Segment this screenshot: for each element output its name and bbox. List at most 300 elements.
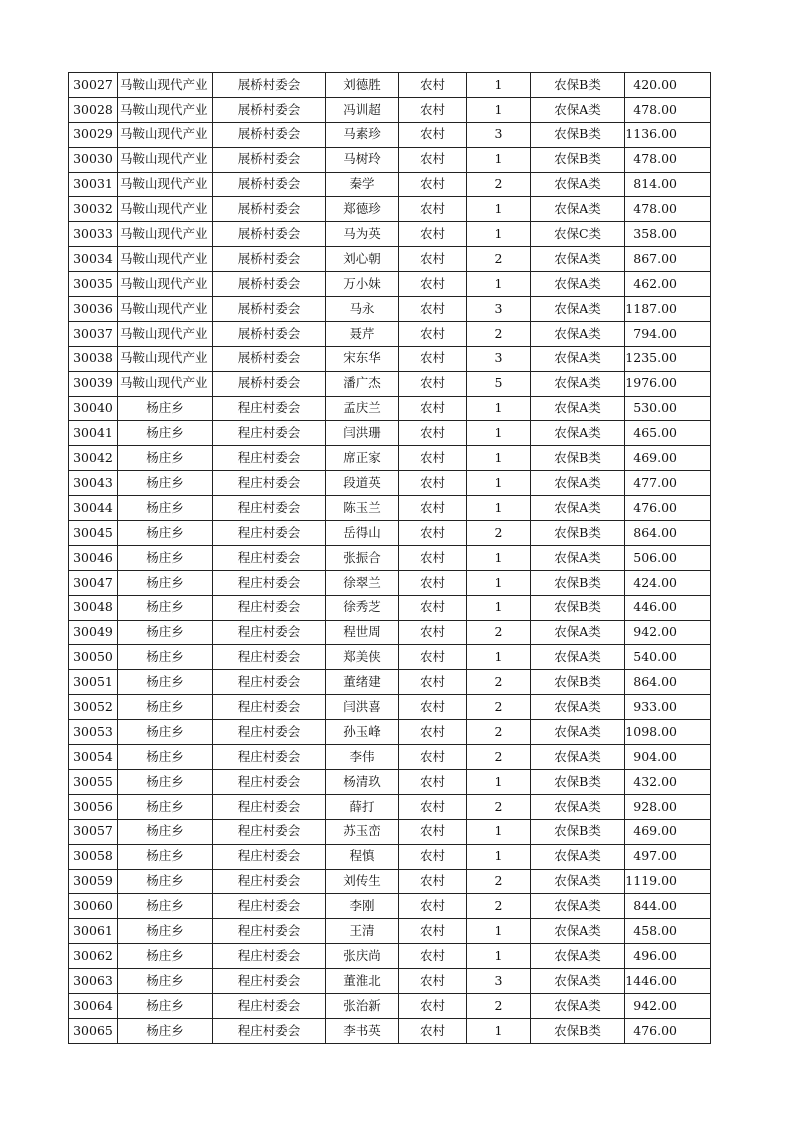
household-count-cell: 2 <box>467 172 531 197</box>
area-type-cell: 农村 <box>399 1018 467 1043</box>
village-committee-cell: 展桥村委会 <box>213 346 326 371</box>
village-committee-cell: 程庄村委会 <box>213 794 326 819</box>
table-row <box>69 794 711 819</box>
person-name-cell: 孟庆兰 <box>326 396 399 421</box>
amount-cell: 465.00 <box>625 421 711 446</box>
record-id-cell: 30043 <box>69 471 118 496</box>
town-cell: 杨庄乡 <box>118 695 213 720</box>
village-committee-cell: 程庄村委会 <box>213 595 326 620</box>
record-id-cell: 30060 <box>69 894 118 919</box>
record-id-cell: 30048 <box>69 595 118 620</box>
amount-cell: 506.00 <box>625 545 711 570</box>
household-count-cell: 2 <box>467 670 531 695</box>
amount-cell: 530.00 <box>625 396 711 421</box>
village-committee-cell: 展桥村委会 <box>213 147 326 172</box>
town-cell: 马鞍山现代产业 <box>118 247 213 272</box>
record-id-cell: 30039 <box>69 371 118 396</box>
area-type-cell: 农村 <box>399 819 467 844</box>
household-count-cell: 2 <box>467 869 531 894</box>
record-id-cell: 30045 <box>69 521 118 546</box>
insurance-category-cell: 农保B类 <box>531 1018 625 1043</box>
town-cell: 杨庄乡 <box>118 745 213 770</box>
person-name-cell: 万小妹 <box>326 272 399 297</box>
insurance-category-cell: 农保A类 <box>531 371 625 396</box>
household-count-cell: 2 <box>467 620 531 645</box>
area-type-cell: 农村 <box>399 720 467 745</box>
table-row <box>69 471 711 496</box>
household-count-cell: 1 <box>467 421 531 446</box>
town-cell: 杨庄乡 <box>118 421 213 446</box>
amount-cell: 540.00 <box>625 645 711 670</box>
town-cell: 马鞍山现代产业 <box>118 272 213 297</box>
household-count-cell: 1 <box>467 197 531 222</box>
village-committee-cell: 程庄村委会 <box>213 919 326 944</box>
insurance-category-cell: 农保A类 <box>531 720 625 745</box>
household-count-cell: 5 <box>467 371 531 396</box>
household-count-cell: 1 <box>467 496 531 521</box>
table-row <box>69 371 711 396</box>
insurance-category-cell: 农保A类 <box>531 97 625 122</box>
amount-cell: 478.00 <box>625 97 711 122</box>
person-name-cell: 董绪建 <box>326 670 399 695</box>
table-row <box>69 993 711 1018</box>
insurance-category-cell: 农保A类 <box>531 545 625 570</box>
town-cell: 杨庄乡 <box>118 769 213 794</box>
table-row <box>69 521 711 546</box>
village-committee-cell: 程庄村委会 <box>213 819 326 844</box>
village-committee-cell: 展桥村委会 <box>213 371 326 396</box>
person-name-cell: 程慎 <box>326 844 399 869</box>
household-count-cell: 3 <box>467 122 531 147</box>
person-name-cell: 陈玉兰 <box>326 496 399 521</box>
table-row <box>69 944 711 969</box>
insurance-category-cell: 农保B类 <box>531 73 625 98</box>
household-count-cell: 3 <box>467 346 531 371</box>
insurance-category-cell: 农保A类 <box>531 471 625 496</box>
household-count-cell: 1 <box>467 769 531 794</box>
area-type-cell: 农村 <box>399 620 467 645</box>
record-id-cell: 30035 <box>69 272 118 297</box>
household-count-cell: 1 <box>467 471 531 496</box>
town-cell: 杨庄乡 <box>118 969 213 994</box>
table-row <box>69 769 711 794</box>
amount-cell: 1976.00 <box>625 371 711 396</box>
table-row <box>69 247 711 272</box>
record-id-cell: 30059 <box>69 869 118 894</box>
area-type-cell: 农村 <box>399 346 467 371</box>
record-id-cell: 30030 <box>69 147 118 172</box>
village-committee-cell: 展桥村委会 <box>213 297 326 322</box>
household-count-cell: 1 <box>467 819 531 844</box>
person-name-cell: 潘广杰 <box>326 371 399 396</box>
village-committee-cell: 展桥村委会 <box>213 97 326 122</box>
area-type-cell: 农村 <box>399 545 467 570</box>
area-type-cell: 农村 <box>399 297 467 322</box>
amount-cell: 1119.00 <box>625 869 711 894</box>
area-type-cell: 农村 <box>399 247 467 272</box>
amount-cell: 933.00 <box>625 695 711 720</box>
insurance-category-cell: 农保A类 <box>531 496 625 521</box>
insurance-category-cell: 农保A类 <box>531 620 625 645</box>
area-type-cell: 农村 <box>399 695 467 720</box>
record-id-cell: 30063 <box>69 969 118 994</box>
town-cell: 马鞍山现代产业 <box>118 371 213 396</box>
town-cell: 杨庄乡 <box>118 993 213 1018</box>
table-row <box>69 147 711 172</box>
area-type-cell: 农村 <box>399 471 467 496</box>
town-cell: 杨庄乡 <box>118 869 213 894</box>
record-id-cell: 30061 <box>69 919 118 944</box>
table-row <box>69 720 711 745</box>
table-row <box>69 122 711 147</box>
insurance-category-cell: 农保A类 <box>531 321 625 346</box>
table-row <box>69 321 711 346</box>
insurance-category-cell: 农保A类 <box>531 346 625 371</box>
insurance-category-cell: 农保B类 <box>531 521 625 546</box>
area-type-cell: 农村 <box>399 869 467 894</box>
record-id-cell: 30058 <box>69 844 118 869</box>
person-name-cell: 段道英 <box>326 471 399 496</box>
village-committee-cell: 展桥村委会 <box>213 122 326 147</box>
person-name-cell: 杨清玖 <box>326 769 399 794</box>
person-name-cell: 徐翠兰 <box>326 570 399 595</box>
insurance-category-cell: 农保A类 <box>531 993 625 1018</box>
table-row <box>69 421 711 446</box>
village-committee-cell: 程庄村委会 <box>213 496 326 521</box>
village-committee-cell: 展桥村委会 <box>213 73 326 98</box>
area-type-cell: 农村 <box>399 396 467 421</box>
area-type-cell: 农村 <box>399 122 467 147</box>
table-row <box>69 844 711 869</box>
table-row <box>69 670 711 695</box>
insurance-category-cell: 农保A类 <box>531 421 625 446</box>
amount-cell: 794.00 <box>625 321 711 346</box>
person-name-cell: 岳得山 <box>326 521 399 546</box>
household-count-cell: 3 <box>467 297 531 322</box>
town-cell: 杨庄乡 <box>118 1018 213 1043</box>
table-row <box>69 645 711 670</box>
town-cell: 杨庄乡 <box>118 894 213 919</box>
person-name-cell: 张庆尚 <box>326 944 399 969</box>
household-count-cell: 3 <box>467 969 531 994</box>
insurance-category-cell: 农保B类 <box>531 122 625 147</box>
person-name-cell: 徐秀芝 <box>326 595 399 620</box>
area-type-cell: 农村 <box>399 73 467 98</box>
village-committee-cell: 程庄村委会 <box>213 720 326 745</box>
area-type-cell: 农村 <box>399 197 467 222</box>
person-name-cell: 冯训超 <box>326 97 399 122</box>
table-row <box>69 595 711 620</box>
record-id-cell: 30062 <box>69 944 118 969</box>
record-id-cell: 30041 <box>69 421 118 446</box>
village-committee-cell: 程庄村委会 <box>213 1018 326 1043</box>
insurance-category-cell: 农保A类 <box>531 396 625 421</box>
village-committee-cell: 程庄村委会 <box>213 869 326 894</box>
area-type-cell: 农村 <box>399 993 467 1018</box>
table-row <box>69 297 711 322</box>
town-cell: 杨庄乡 <box>118 720 213 745</box>
person-name-cell: 李刚 <box>326 894 399 919</box>
insurance-category-cell: 农保B类 <box>531 595 625 620</box>
table-row <box>69 272 711 297</box>
town-cell: 杨庄乡 <box>118 595 213 620</box>
record-id-cell: 30054 <box>69 745 118 770</box>
town-cell: 马鞍山现代产业 <box>118 222 213 247</box>
town-cell: 杨庄乡 <box>118 496 213 521</box>
village-committee-cell: 程庄村委会 <box>213 993 326 1018</box>
insurance-category-cell: 农保A类 <box>531 944 625 969</box>
household-count-cell: 2 <box>467 794 531 819</box>
record-id-cell: 30064 <box>69 993 118 1018</box>
area-type-cell: 农村 <box>399 570 467 595</box>
person-name-cell: 刘心朝 <box>326 247 399 272</box>
insurance-category-cell: 农保B类 <box>531 670 625 695</box>
insurance-category-cell: 农保B类 <box>531 446 625 471</box>
table-row <box>69 919 711 944</box>
record-id-cell: 30042 <box>69 446 118 471</box>
town-cell: 马鞍山现代产业 <box>118 122 213 147</box>
amount-cell: 1235.00 <box>625 346 711 371</box>
town-cell: 马鞍山现代产业 <box>118 297 213 322</box>
table-row <box>69 496 711 521</box>
village-committee-cell: 展桥村委会 <box>213 321 326 346</box>
area-type-cell: 农村 <box>399 446 467 471</box>
amount-cell: 476.00 <box>625 496 711 521</box>
area-type-cell: 农村 <box>399 222 467 247</box>
table-body <box>69 73 711 1044</box>
area-type-cell: 农村 <box>399 521 467 546</box>
record-id-cell: 30029 <box>69 122 118 147</box>
town-cell: 马鞍山现代产业 <box>118 346 213 371</box>
household-count-cell: 2 <box>467 321 531 346</box>
area-type-cell: 农村 <box>399 595 467 620</box>
insurance-category-cell: 农保A类 <box>531 645 625 670</box>
person-name-cell: 席正家 <box>326 446 399 471</box>
town-cell: 杨庄乡 <box>118 471 213 496</box>
amount-cell: 904.00 <box>625 745 711 770</box>
record-id-cell: 30056 <box>69 794 118 819</box>
record-id-cell: 30038 <box>69 346 118 371</box>
town-cell: 马鞍山现代产业 <box>118 97 213 122</box>
area-type-cell: 农村 <box>399 769 467 794</box>
person-name-cell: 郑德珍 <box>326 197 399 222</box>
record-id-cell: 30027 <box>69 73 118 98</box>
record-id-cell: 30057 <box>69 819 118 844</box>
household-count-cell: 2 <box>467 720 531 745</box>
village-committee-cell: 程庄村委会 <box>213 645 326 670</box>
record-id-cell: 30032 <box>69 197 118 222</box>
table-row <box>69 819 711 844</box>
village-committee-cell: 展桥村委会 <box>213 272 326 297</box>
table-row <box>69 346 711 371</box>
table-row <box>69 695 711 720</box>
area-type-cell: 农村 <box>399 172 467 197</box>
household-count-cell: 1 <box>467 222 531 247</box>
town-cell: 杨庄乡 <box>118 645 213 670</box>
amount-cell: 1098.00 <box>625 720 711 745</box>
data-table <box>68 72 711 1044</box>
amount-cell: 867.00 <box>625 247 711 272</box>
town-cell: 马鞍山现代产业 <box>118 147 213 172</box>
record-id-cell: 30047 <box>69 570 118 595</box>
household-count-cell: 2 <box>467 695 531 720</box>
record-id-cell: 30040 <box>69 396 118 421</box>
person-name-cell: 刘德胜 <box>326 73 399 98</box>
person-name-cell: 秦学 <box>326 172 399 197</box>
town-cell: 杨庄乡 <box>118 620 213 645</box>
village-committee-cell: 程庄村委会 <box>213 446 326 471</box>
town-cell: 马鞍山现代产业 <box>118 321 213 346</box>
record-id-cell: 30046 <box>69 545 118 570</box>
household-count-cell: 1 <box>467 1018 531 1043</box>
insurance-category-cell: 农保A类 <box>531 247 625 272</box>
area-type-cell: 农村 <box>399 919 467 944</box>
person-name-cell: 孙玉峰 <box>326 720 399 745</box>
record-id-cell: 30052 <box>69 695 118 720</box>
record-id-cell: 30065 <box>69 1018 118 1043</box>
amount-cell: 469.00 <box>625 446 711 471</box>
town-cell: 杨庄乡 <box>118 396 213 421</box>
village-committee-cell: 展桥村委会 <box>213 197 326 222</box>
household-count-cell: 1 <box>467 570 531 595</box>
household-count-cell: 1 <box>467 272 531 297</box>
area-type-cell: 农村 <box>399 645 467 670</box>
town-cell: 马鞍山现代产业 <box>118 172 213 197</box>
person-name-cell: 张治新 <box>326 993 399 1018</box>
record-id-cell: 30051 <box>69 670 118 695</box>
insurance-category-cell: 农保B类 <box>531 769 625 794</box>
town-cell: 杨庄乡 <box>118 944 213 969</box>
insurance-category-cell: 农保B类 <box>531 147 625 172</box>
area-type-cell: 农村 <box>399 745 467 770</box>
table-row <box>69 1018 711 1043</box>
village-committee-cell: 程庄村委会 <box>213 570 326 595</box>
amount-cell: 1446.00 <box>625 969 711 994</box>
insurance-category-cell: 农保B类 <box>531 570 625 595</box>
household-count-cell: 1 <box>467 396 531 421</box>
table-row <box>69 222 711 247</box>
village-committee-cell: 程庄村委会 <box>213 894 326 919</box>
village-committee-cell: 程庄村委会 <box>213 844 326 869</box>
amount-cell: 496.00 <box>625 944 711 969</box>
record-id-cell: 30036 <box>69 297 118 322</box>
village-committee-cell: 展桥村委会 <box>213 172 326 197</box>
table-row <box>69 894 711 919</box>
area-type-cell: 农村 <box>399 496 467 521</box>
person-name-cell: 李书英 <box>326 1018 399 1043</box>
record-id-cell: 30049 <box>69 620 118 645</box>
insurance-category-cell: 农保A类 <box>531 894 625 919</box>
amount-cell: 928.00 <box>625 794 711 819</box>
insurance-category-cell: 农保A类 <box>531 197 625 222</box>
amount-cell: 864.00 <box>625 521 711 546</box>
amount-cell: 478.00 <box>625 147 711 172</box>
table-row <box>69 396 711 421</box>
area-type-cell: 农村 <box>399 894 467 919</box>
town-cell: 杨庄乡 <box>118 844 213 869</box>
table-row <box>69 545 711 570</box>
amount-cell: 942.00 <box>625 993 711 1018</box>
area-type-cell: 农村 <box>399 272 467 297</box>
insurance-category-cell: 农保C类 <box>531 222 625 247</box>
town-cell: 杨庄乡 <box>118 670 213 695</box>
town-cell: 马鞍山现代产业 <box>118 197 213 222</box>
person-name-cell: 聂芹 <box>326 321 399 346</box>
insurance-category-cell: 农保A类 <box>531 844 625 869</box>
area-type-cell: 农村 <box>399 97 467 122</box>
insurance-category-cell: 农保A类 <box>531 745 625 770</box>
table-row <box>69 73 711 98</box>
table-row <box>69 969 711 994</box>
town-cell: 杨庄乡 <box>118 545 213 570</box>
amount-cell: 1136.00 <box>625 122 711 147</box>
area-type-cell: 农村 <box>399 944 467 969</box>
town-cell: 杨庄乡 <box>118 919 213 944</box>
amount-cell: 476.00 <box>625 1018 711 1043</box>
town-cell: 杨庄乡 <box>118 794 213 819</box>
table-row <box>69 570 711 595</box>
amount-cell: 462.00 <box>625 272 711 297</box>
amount-cell: 420.00 <box>625 73 711 98</box>
table-row <box>69 745 711 770</box>
table-row <box>69 97 711 122</box>
village-committee-cell: 展桥村委会 <box>213 247 326 272</box>
record-id-cell: 30050 <box>69 645 118 670</box>
household-count-cell: 1 <box>467 944 531 969</box>
person-name-cell: 李伟 <box>326 745 399 770</box>
person-name-cell: 程世周 <box>326 620 399 645</box>
amount-cell: 424.00 <box>625 570 711 595</box>
record-id-cell: 30028 <box>69 97 118 122</box>
area-type-cell: 农村 <box>399 670 467 695</box>
record-id-cell: 30044 <box>69 496 118 521</box>
amount-cell: 432.00 <box>625 769 711 794</box>
amount-cell: 844.00 <box>625 894 711 919</box>
person-name-cell: 苏玉峦 <box>326 819 399 844</box>
village-committee-cell: 程庄村委会 <box>213 396 326 421</box>
village-committee-cell: 程庄村委会 <box>213 620 326 645</box>
household-count-cell: 1 <box>467 545 531 570</box>
household-count-cell: 2 <box>467 247 531 272</box>
amount-cell: 864.00 <box>625 670 711 695</box>
town-cell: 马鞍山现代产业 <box>118 73 213 98</box>
village-committee-cell: 程庄村委会 <box>213 471 326 496</box>
amount-cell: 477.00 <box>625 471 711 496</box>
table-row <box>69 446 711 471</box>
insurance-category-cell: 农保A类 <box>531 869 625 894</box>
person-name-cell: 闫洪喜 <box>326 695 399 720</box>
town-cell: 杨庄乡 <box>118 819 213 844</box>
amount-cell: 942.00 <box>625 620 711 645</box>
household-count-cell: 1 <box>467 73 531 98</box>
person-name-cell: 王清 <box>326 919 399 944</box>
town-cell: 杨庄乡 <box>118 521 213 546</box>
amount-cell: 497.00 <box>625 844 711 869</box>
area-type-cell: 农村 <box>399 147 467 172</box>
town-cell: 杨庄乡 <box>118 570 213 595</box>
village-committee-cell: 程庄村委会 <box>213 969 326 994</box>
insurance-category-cell: 农保A类 <box>531 695 625 720</box>
person-name-cell: 马树玲 <box>326 147 399 172</box>
household-count-cell: 2 <box>467 993 531 1018</box>
insurance-category-cell: 农保A类 <box>531 969 625 994</box>
person-name-cell: 马永 <box>326 297 399 322</box>
table-row <box>69 172 711 197</box>
amount-cell: 814.00 <box>625 172 711 197</box>
person-name-cell: 闫洪珊 <box>326 421 399 446</box>
amount-cell: 458.00 <box>625 919 711 944</box>
village-committee-cell: 程庄村委会 <box>213 944 326 969</box>
